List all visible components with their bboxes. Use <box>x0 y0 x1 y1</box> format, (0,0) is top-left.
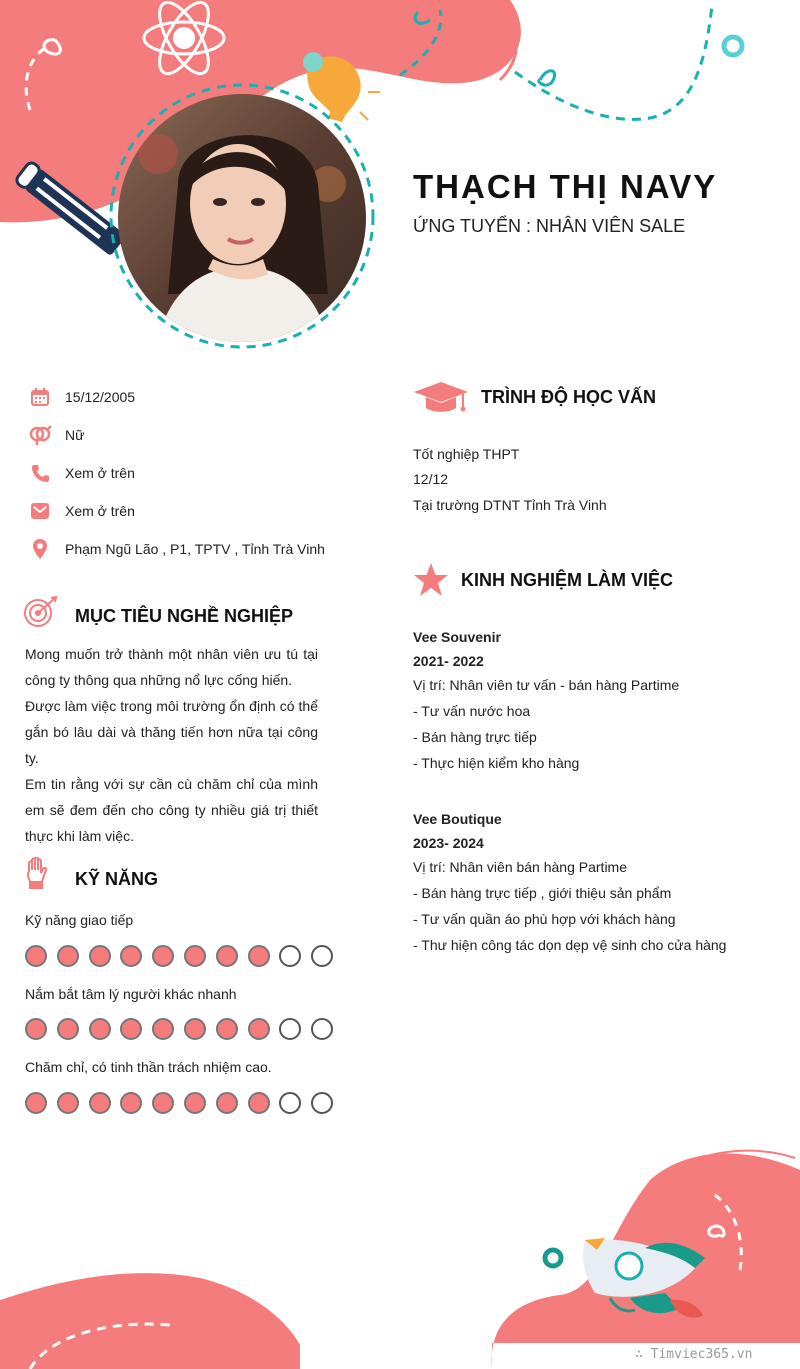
rating-dot-filled <box>25 1092 47 1114</box>
contact-birthdate <box>28 384 358 410</box>
rating-dot-empty <box>311 1092 333 1114</box>
skill-rating <box>25 945 343 967</box>
job-role: Vị trí: Nhân viên bán hàng Partime <box>413 859 628 875</box>
education-line: 12/12 <box>413 471 449 487</box>
rating-dot-empty <box>311 1018 333 1040</box>
target-icon <box>24 596 58 633</box>
skill-label: Chăm chỉ, có tinh thần trách nhiệm cao. <box>25 1059 272 1075</box>
contact-phone[interactable] <box>28 460 358 486</box>
rating-dot-empty <box>279 945 301 967</box>
star-icon <box>413 562 449 603</box>
rating-dot-filled <box>248 945 270 967</box>
rating-dot-filled <box>57 945 79 967</box>
rating-dot-filled <box>152 1018 174 1040</box>
rating-dot-filled <box>216 1092 238 1114</box>
education-line: Tốt nghiệp THPT <box>413 446 520 462</box>
applied-position: ỨNG TUYỂN : NHÂN VIÊN SALE <box>413 216 686 236</box>
skill-label: Nắm bắt tâm lý người khác nhanh <box>25 986 237 1002</box>
experience-title: KINH NGHIỆM LÀM VIỆC <box>461 570 674 590</box>
job-years: 2021- 2022 <box>413 653 484 669</box>
rating-dot-filled <box>248 1092 270 1114</box>
job-entry <box>413 807 773 958</box>
rating-dot-empty <box>279 1092 301 1114</box>
rating-dot-filled <box>184 945 206 967</box>
rating-dot-filled <box>152 1092 174 1114</box>
rating-dot-filled <box>25 1018 47 1040</box>
rating-dot-filled <box>248 1018 270 1040</box>
objective-text <box>25 641 318 849</box>
location-icon <box>28 537 52 561</box>
skills-title: KỸ NĂNG <box>75 869 159 889</box>
rating-dot-filled <box>184 1018 206 1040</box>
objective-paragraph: Được làm việc trong môi trường ổn định có thể gắn bó lâu dài và thăng tiến hơn nữa tại công ty. <box>25 698 318 766</box>
job-role: Vị trí: Nhân viên tư vấn - bán hàng Partime <box>413 677 680 693</box>
job-company: Vee Boutique <box>413 811 502 827</box>
phone-text: Xem ở trên <box>65 465 135 481</box>
job-task: - Bán hàng trực tiếp , giới thiệu sản phẩm <box>413 885 672 901</box>
graduation-cap-icon <box>413 380 469 419</box>
job-task: - Thực hiện kiểm kho hàng <box>413 755 580 771</box>
rating-dot-filled <box>89 945 111 967</box>
calendar-icon <box>28 385 52 409</box>
gender-icon <box>28 423 52 447</box>
objective-paragraph: Mong muốn trở thành một nhân viên ưu tú tại công ty thông qua những nổ lực cống hiến. <box>25 646 318 688</box>
email-text: Xem ở trên <box>65 503 135 519</box>
rating-dot-filled <box>120 945 142 967</box>
objective-title: MỤC TIÊU NGHỀ NGHIỆP <box>75 606 294 626</box>
skill-rating <box>25 1092 343 1114</box>
footer-brand[interactable]: ∴ Timviec365.vn <box>635 1347 753 1362</box>
phone-icon <box>28 461 52 485</box>
candidate-name: THẠCH THỊ NAVY <box>413 168 718 205</box>
rating-dot-filled <box>89 1018 111 1040</box>
job-company: Vee Souvenir <box>413 629 501 645</box>
skill-rating <box>25 1018 343 1040</box>
rating-dot-empty <box>279 1018 301 1040</box>
birthdate-text: 15/12/2005 <box>65 389 136 405</box>
job-task: - Tư vấn quần áo phù hợp với khách hàng <box>413 911 676 927</box>
rating-dot-filled <box>184 1092 206 1114</box>
rating-dot-filled <box>216 1018 238 1040</box>
gender-text: Nữ <box>65 427 85 443</box>
education-title: TRÌNH ĐỘ HỌC VẤN <box>481 387 656 407</box>
job-task: - Bán hàng trực tiếp <box>413 729 537 745</box>
profile-photo <box>118 94 366 342</box>
contact-gender <box>28 422 358 448</box>
job-task: - Thư hiện công tác dọn dẹp vệ sinh cho cửa hàng <box>413 937 727 953</box>
address-text: Phạm Ngũ Lão , P1, TPTV , Tỉnh Trà Vinh <box>65 541 325 557</box>
rating-dot-filled <box>120 1018 142 1040</box>
rating-dot-filled <box>57 1092 79 1114</box>
contact-address <box>28 536 358 562</box>
rating-dot-filled <box>152 945 174 967</box>
rating-dot-filled <box>57 1018 79 1040</box>
job-task: - Tư vấn nước hoa <box>413 703 531 719</box>
rating-dot-filled <box>120 1092 142 1114</box>
rating-dot-filled <box>216 945 238 967</box>
education-line: Tại trường DTNT Tỉnh Trà Vinh <box>413 497 607 513</box>
rating-dot-empty <box>311 945 333 967</box>
contact-email[interactable] <box>28 498 358 524</box>
email-icon <box>28 499 52 523</box>
rating-dot-filled <box>89 1092 111 1114</box>
hand-icon <box>24 857 48 894</box>
job-entry <box>413 625 773 776</box>
rating-dot-filled <box>25 945 47 967</box>
skill-label: Kỹ năng giao tiếp <box>25 912 134 928</box>
job-years: 2023- 2024 <box>413 835 484 851</box>
objective-paragraph: Em tin rằng với sự cần cù chăm chỉ của mình em sẽ đem đến cho công ty nhiều giá trị thiết thực khi làm việc. <box>25 776 318 844</box>
